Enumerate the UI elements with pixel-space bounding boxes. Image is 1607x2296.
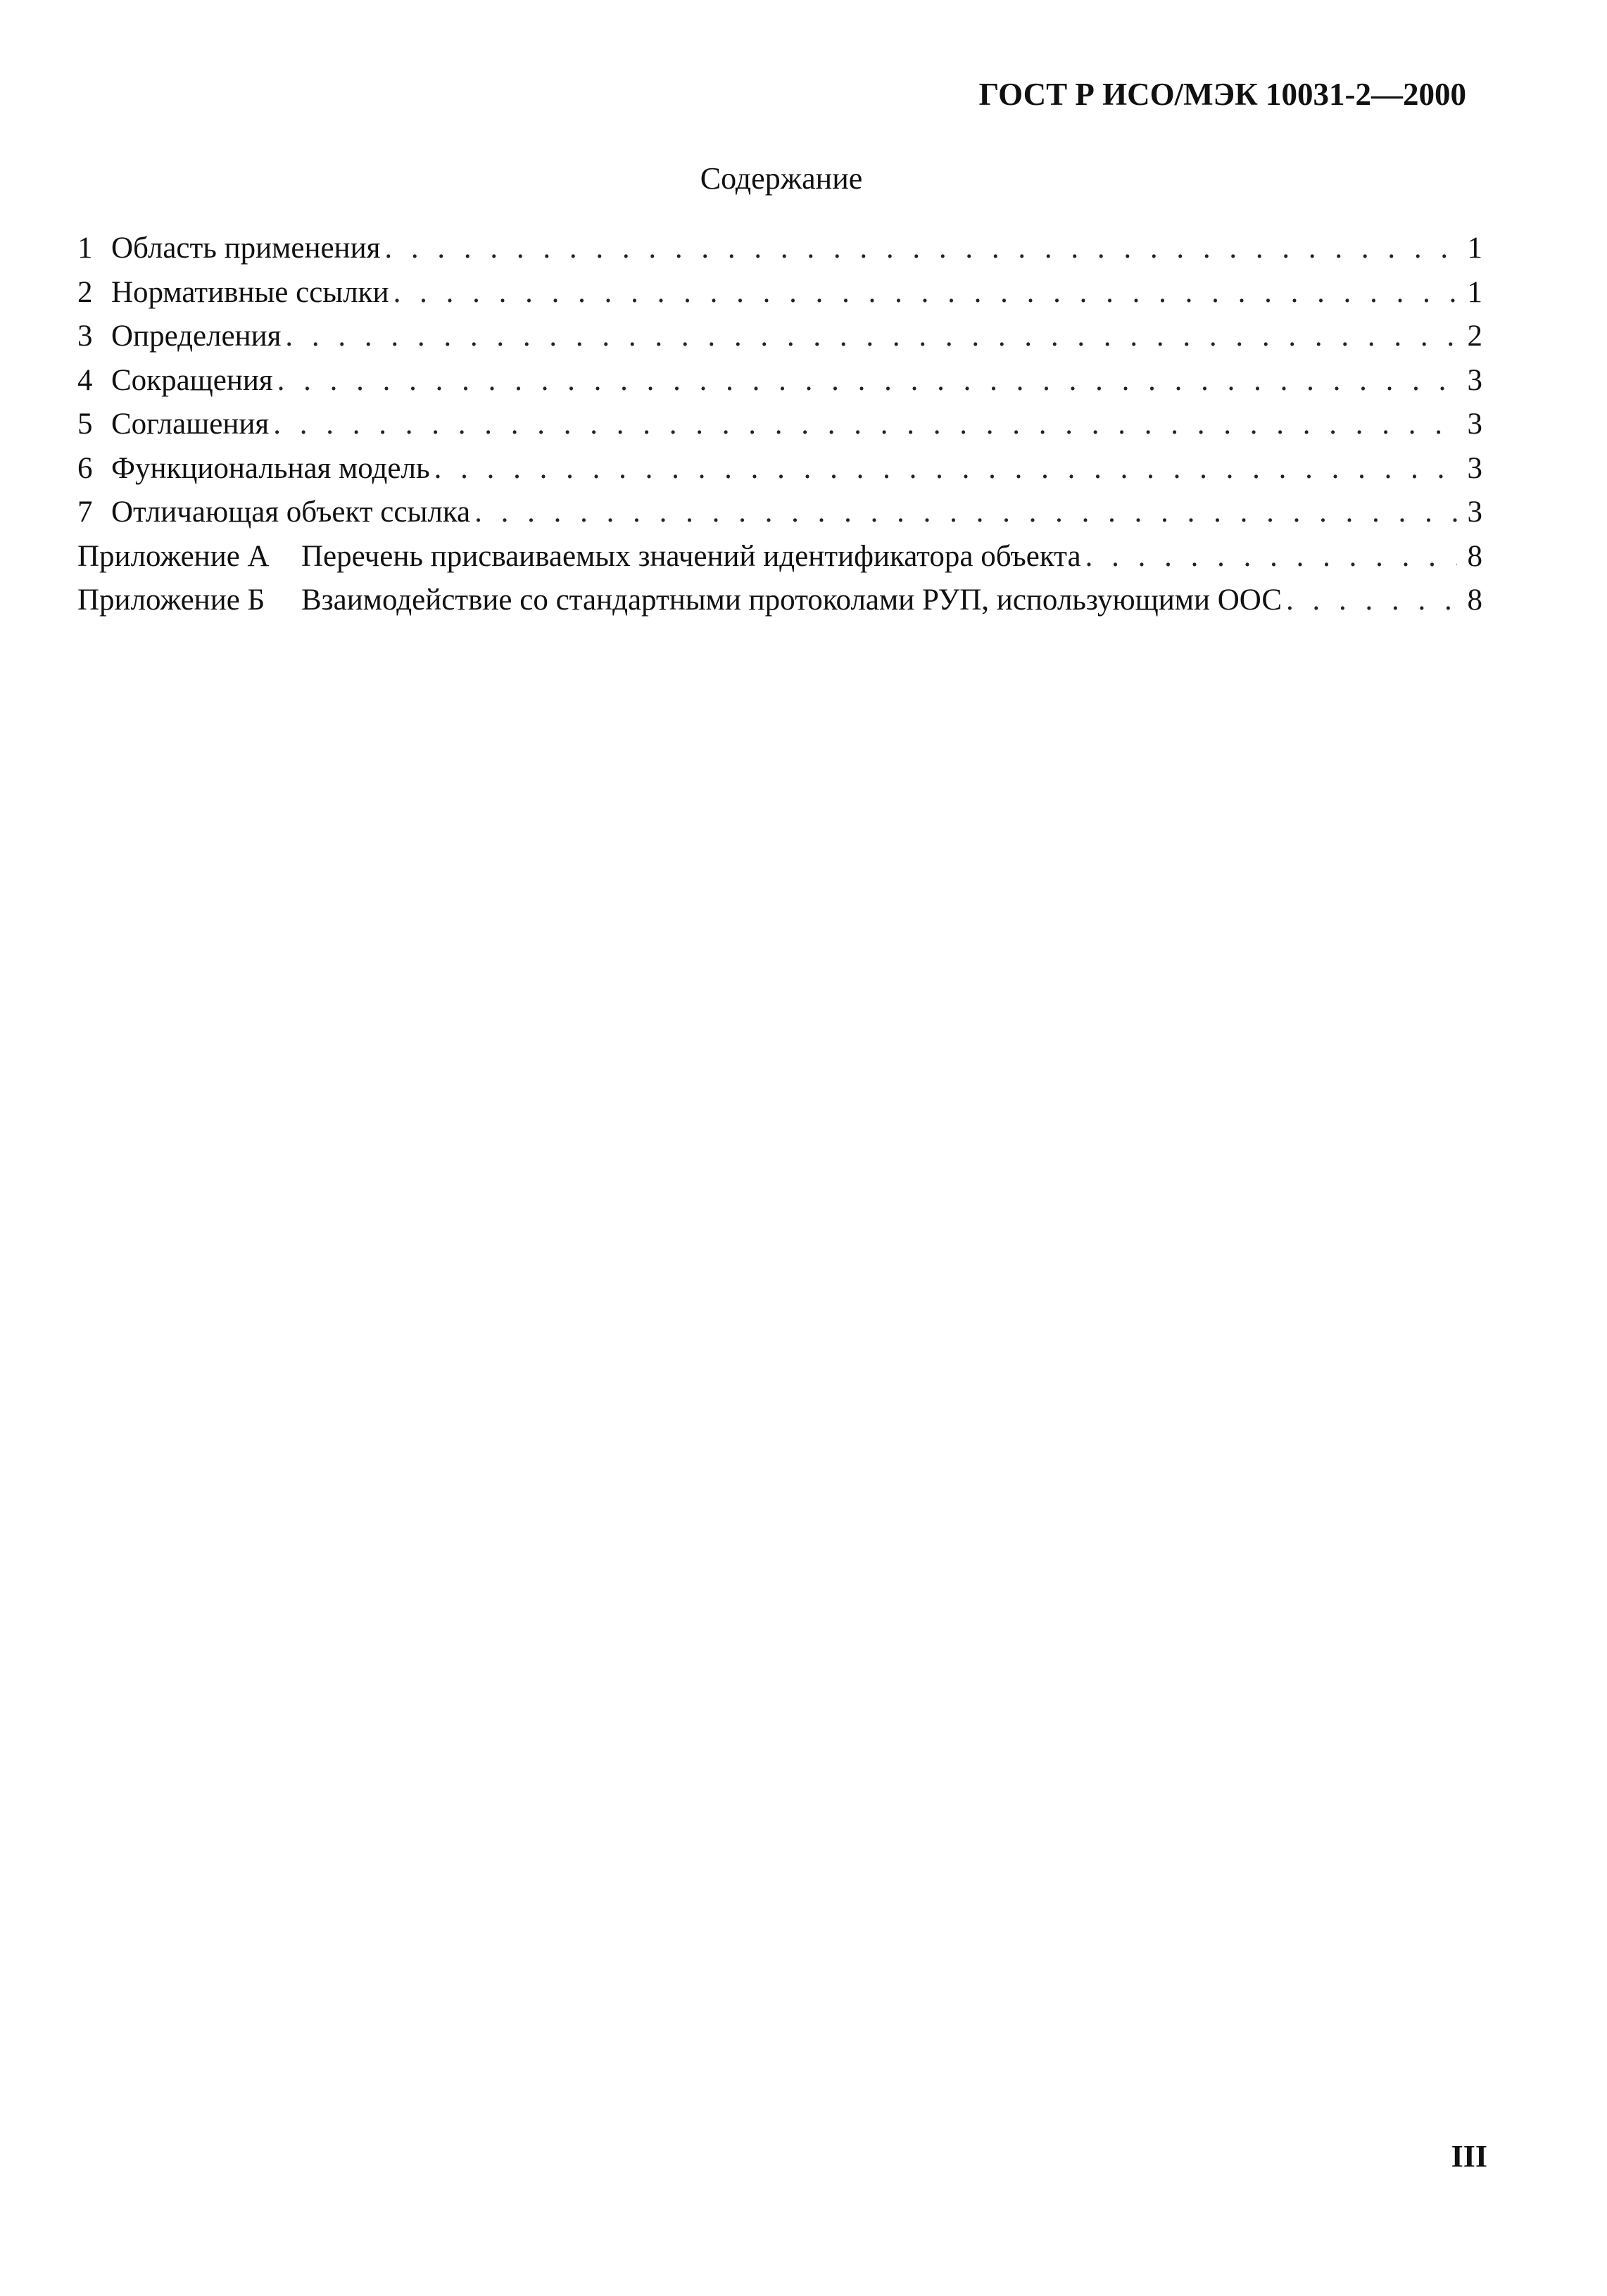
toc-appendix-page: 8 <box>1467 584 1482 617</box>
toc-entry-page: 1 <box>1467 232 1482 265</box>
dot-leader <box>277 359 1457 403</box>
dot-leader <box>1286 579 1457 623</box>
toc-entry-page: 3 <box>1467 496 1482 529</box>
dot-leader <box>285 315 1457 359</box>
toc-entry[interactable] <box>77 227 1482 271</box>
dot-leader <box>434 447 1457 491</box>
toc-entry-number: 3 <box>77 320 93 353</box>
toc-entry-number: 7 <box>77 496 93 529</box>
table-of-contents <box>77 227 1482 623</box>
toc-appendix-prefix: Приложение А <box>77 539 270 573</box>
dot-leader <box>1085 535 1457 579</box>
toc-entry-label: Функциональная модель <box>111 451 430 485</box>
dot-leader <box>384 227 1457 271</box>
toc-entry-page: 2 <box>1467 320 1482 353</box>
dot-leader <box>393 271 1457 315</box>
toc-entry-number: 6 <box>77 451 93 485</box>
dot-leader <box>474 491 1457 535</box>
dot-leader <box>273 403 1457 447</box>
toc-entry-number: 1 <box>77 232 93 265</box>
toc-entry[interactable] <box>77 491 1482 535</box>
toc-appendix-entry[interactable] <box>77 579 1482 623</box>
toc-entry[interactable] <box>77 447 1482 491</box>
toc-entry-label: Определения <box>111 320 282 353</box>
toc-appendix-page: 8 <box>1467 539 1482 573</box>
toc-entry-page: 3 <box>1467 408 1482 441</box>
toc-title: Содержание <box>700 161 863 196</box>
toc-entry-number: 5 <box>77 408 93 441</box>
toc-entry-number: 4 <box>77 363 93 397</box>
toc-entry[interactable] <box>77 315 1482 359</box>
page-number: III <box>1451 2139 1487 2174</box>
toc-entry-page: 3 <box>1467 451 1482 485</box>
toc-entry[interactable] <box>77 271 1482 315</box>
toc-entry-page: 3 <box>1467 363 1482 397</box>
toc-entry-label: Соглашения <box>111 408 270 441</box>
toc-appendix-label: Перечень присваиваемых значений идентификатора объекта <box>301 539 1081 573</box>
toc-entry-number: 2 <box>77 275 93 309</box>
toc-appendix-prefix: Приложение Б <box>77 584 265 617</box>
toc-entry-label: Отличающая объект ссылка <box>111 496 471 529</box>
standard-code: ГОСТ Р ИСО/МЭК 10031-2—2000 <box>978 77 1466 112</box>
toc-entry-label: Сокращения <box>111 363 273 397</box>
toc-entry-page: 1 <box>1467 275 1482 309</box>
toc-entry[interactable] <box>77 403 1482 447</box>
toc-entry-label: Область применения <box>111 232 381 265</box>
toc-appendix-entry[interactable] <box>77 535 1482 579</box>
toc-entry-label: Нормативные ссылки <box>111 275 389 309</box>
toc-appendix-label: Взаимодействие со стандартными протоколами РУП, использующими ООС <box>301 584 1283 617</box>
toc-entry[interactable] <box>77 359 1482 403</box>
